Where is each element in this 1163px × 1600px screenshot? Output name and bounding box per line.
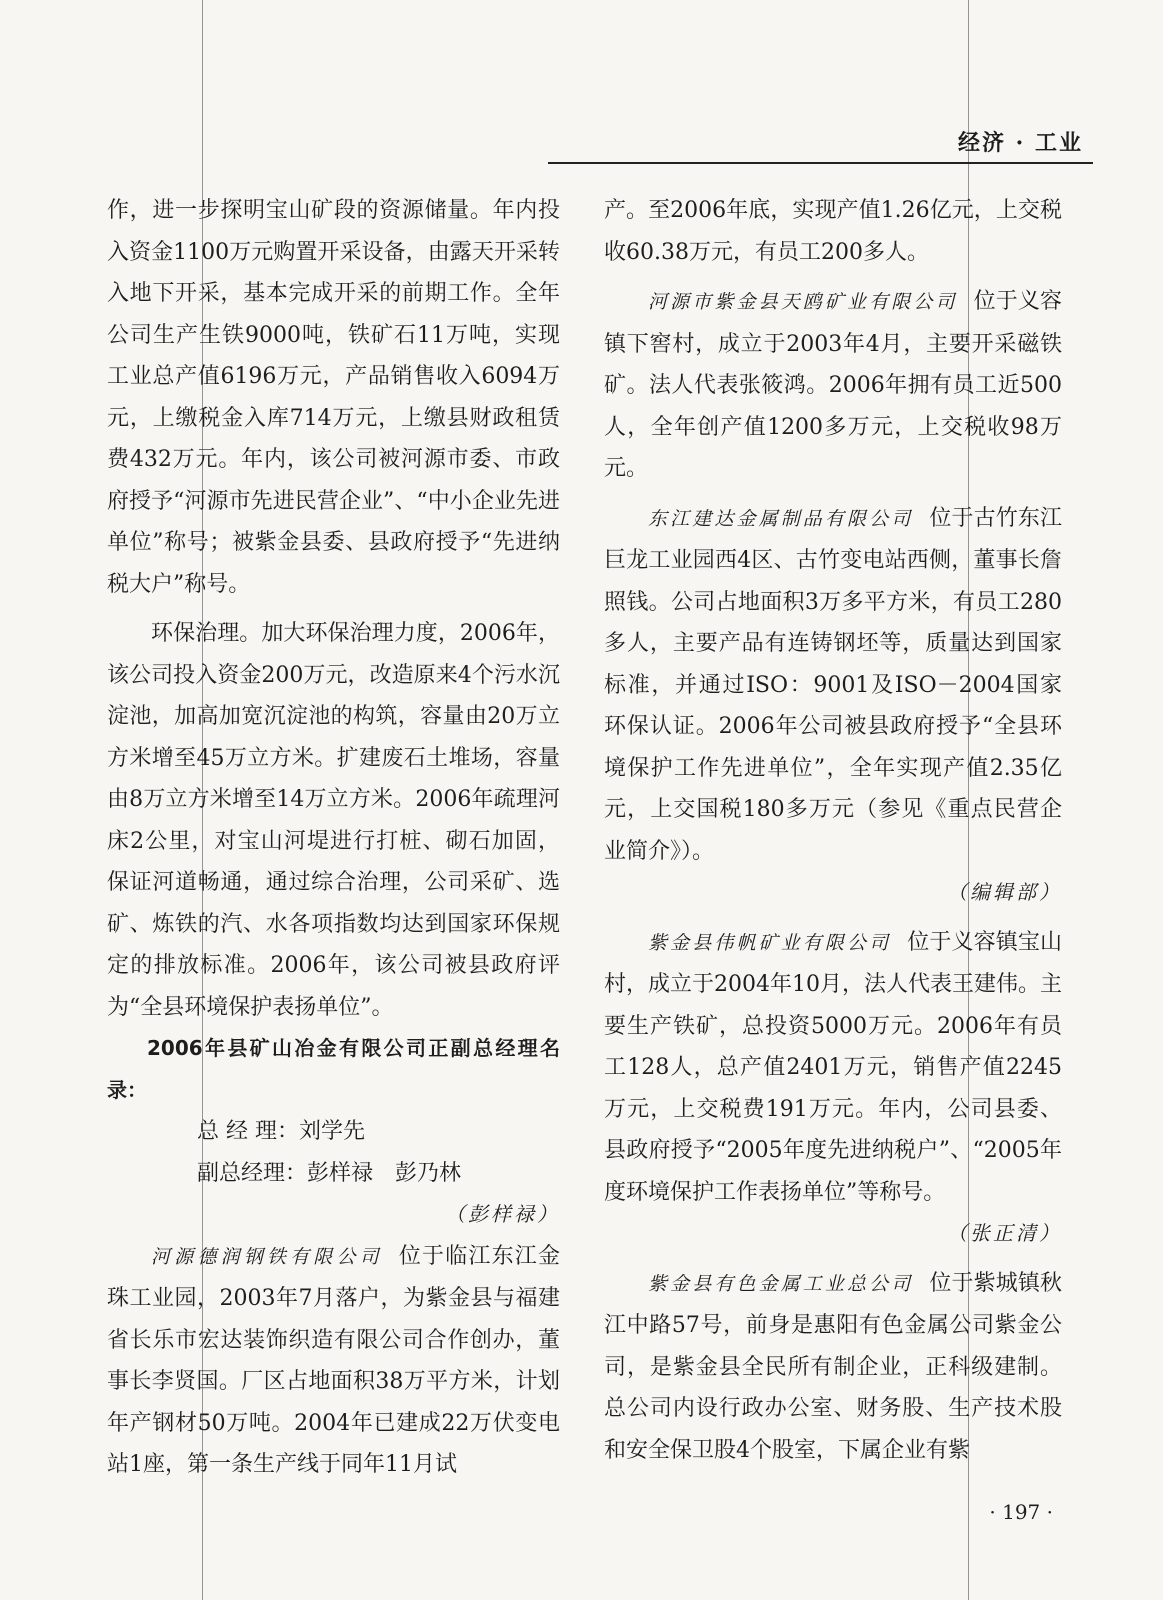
- section-header: 经济 · 工业: [958, 130, 1083, 156]
- entry-name: 东江建达金属制品有限公司: [648, 507, 914, 530]
- entry-paragraph: [604, 281, 1062, 490]
- left-column: [107, 190, 560, 1486]
- name-row: 副总经理：彭样禄 彭乃林: [197, 1160, 462, 1186]
- right-column: [604, 190, 1062, 1471]
- entry-name: 紫金县伟帆矿业有限公司: [648, 931, 892, 954]
- entry-text: 位于古竹东江巨龙工业园西4区、古竹变电站西侧，董事长詹照钱。公司占地面积3万多平方米，有员工280多人，主要产品有连铸钢坯等，质量达到国家标准，并通过ISO：9001及ISO－2004国家环保认证。2006年公司被县政府授予“全县环境保护工作先进单位”，全年实现产值2.35亿元，上交国税180多万元（参见《重点民营企业简介》）。: [604, 505, 1062, 864]
- author-signature: （张正清）: [947, 1221, 1062, 1245]
- entry-name: 河源德润钢铁有限公司: [151, 1245, 383, 1268]
- page-number: · 197 ·: [989, 1500, 1053, 1524]
- paragraph: 产。至2006年底，实现产值1.26亿元，上交税收60.38万元，有员工200多人。: [604, 198, 1062, 265]
- entry-text: 位于临江东江金珠工业园，2003年7月落户，为紫金县与福建省长乐市宏达装饰织造有限公司合作创办，董事长李贤国。厂区占地面积38万平方米，计划年产钢材50万吨。2004年已建成22万伏变电站1座，第一条生产线于同年11月试: [107, 1243, 560, 1477]
- entry-text: 位于义容镇宝山村，成立于2004年10月，法人代表王建伟。主要生产铁矿，总投资5000万元。2006年有员工128人，总产值2401万元，销售产值2245万元，上交税费191万元。年内，公司县委、县政府授予“2005年度先进纳税户”、“2005年度环境保护工作表扬单位”等称号。: [604, 929, 1062, 1205]
- list-title: 2006年县矿山冶金有限公司正副总经理名录：: [107, 1036, 560, 1102]
- entry-name: 河源市紫金县天鸥矿业有限公司: [648, 291, 958, 313]
- entry-paragraph: [604, 922, 1062, 1214]
- author-signature: （彭样禄）: [445, 1202, 560, 1226]
- entry-paragraph: [604, 1263, 1062, 1472]
- entry-paragraph: [604, 498, 1062, 873]
- entry-paragraph: [107, 1236, 560, 1486]
- paragraph: 环保治理。加大环保治理力度，2006年，该公司投入资金200万元，改造原来4个污水沉淀池，加高加宽沉淀池的构筑，容量由20万立方米增至45万立方米。扩建废石土堆场，容量由8万立方米增至14万立方米。2006年疏理河床2公里，对宝山河堤进行打桩、砌石加固，保证河道畅通，通过综合治理，公司采矿、选矿、炼铁的汽、水各项指数均达到国家环保规定的排放标准。2006年，该公司被县政府评为“全县环境保护表扬单位”。: [107, 621, 560, 1020]
- entry-text: 位于义容镇下窖村，成立于2003年4月，主要开采磁铁矿。法人代表张筱鸿。2006年拥有员工近500人，全年创产值1200多万元，上交税收98万元。: [604, 289, 1062, 481]
- paragraph: 作，进一步探明宝山矿段的资源储量。年内投入资金1100万元购置开采设备，由露天开采转入地下开采，基本完成开采的前期工作。全年公司生产生铁9000吨，铁矿石11万吨，实现工业总产值6196万元，产品销售收入6094万元，上缴税金入库714万元，上缴县财政租赁费432万元。年内，该公司被河源市委、市政府授予“河源市先进民营企业”、“中小企业先进单位”称号；被紫金县委、县政府授予“先进纳税大户”称号。: [107, 198, 560, 597]
- author-signature: （编辑部）: [947, 880, 1062, 904]
- entry-text: 位于紫城镇秋江中路57号，前身是惠阳有色金属公司紫金公司，是紫金县全民所有制企业，正科级建制。总公司内设行政办公室、财务股、生产技术股和安全保卫股4个股室，下属企业有紫: [604, 1270, 1062, 1463]
- entry-name: 紫金县有色金属工业总公司: [648, 1272, 914, 1295]
- header-rule: [548, 162, 1093, 164]
- name-row: 总 经 理：刘学先: [197, 1119, 365, 1144]
